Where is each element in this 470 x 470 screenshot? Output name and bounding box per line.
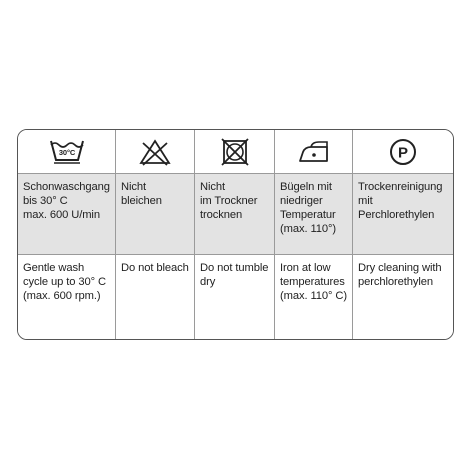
german-text-bleach: Nicht bleichen <box>116 174 195 255</box>
dry-clean-p-icon <box>388 137 418 167</box>
wash-temperature-label: 30°C <box>58 147 75 157</box>
english-text-iron: Iron at low temperatures (max. 110° C) <box>275 255 353 339</box>
dry-clean-icon-cell <box>353 130 453 174</box>
dry-clean-letter: P <box>398 144 408 161</box>
german-text-iron: Bügeln mit niedriger Temperatur (max. 110°) <box>275 174 353 255</box>
english-text-bleach: Do not bleach <box>116 255 195 339</box>
bleach-icon-cell <box>116 130 195 174</box>
do-not-tumble-dry-icon <box>219 138 251 166</box>
wash-30-gentle-icon <box>49 138 85 166</box>
do-not-bleach-icon <box>138 138 172 166</box>
english-text-tumble-dry: Do not tumble dry <box>195 255 275 339</box>
english-text-dry-clean: Dry cleaning with perchlorethylen <box>353 255 453 339</box>
wash-icon-cell <box>18 130 116 174</box>
german-text-tumble-dry: Nicht im Trockner trocknen <box>195 174 275 255</box>
tumble-dry-icon-cell <box>195 130 275 174</box>
german-text-dry-clean: Trockenreinigung mit Perchlorethylen <box>353 174 453 255</box>
german-text-wash: Schonwaschgang bis 30° C max. 600 U/min <box>18 174 116 255</box>
care-instructions-table <box>17 129 454 340</box>
english-text-wash: Gentle wash cycle up to 30° C (max. 600 rpm.) <box>18 255 116 339</box>
iron-icon-cell <box>275 130 353 174</box>
iron-low-temp-icon <box>297 139 331 165</box>
